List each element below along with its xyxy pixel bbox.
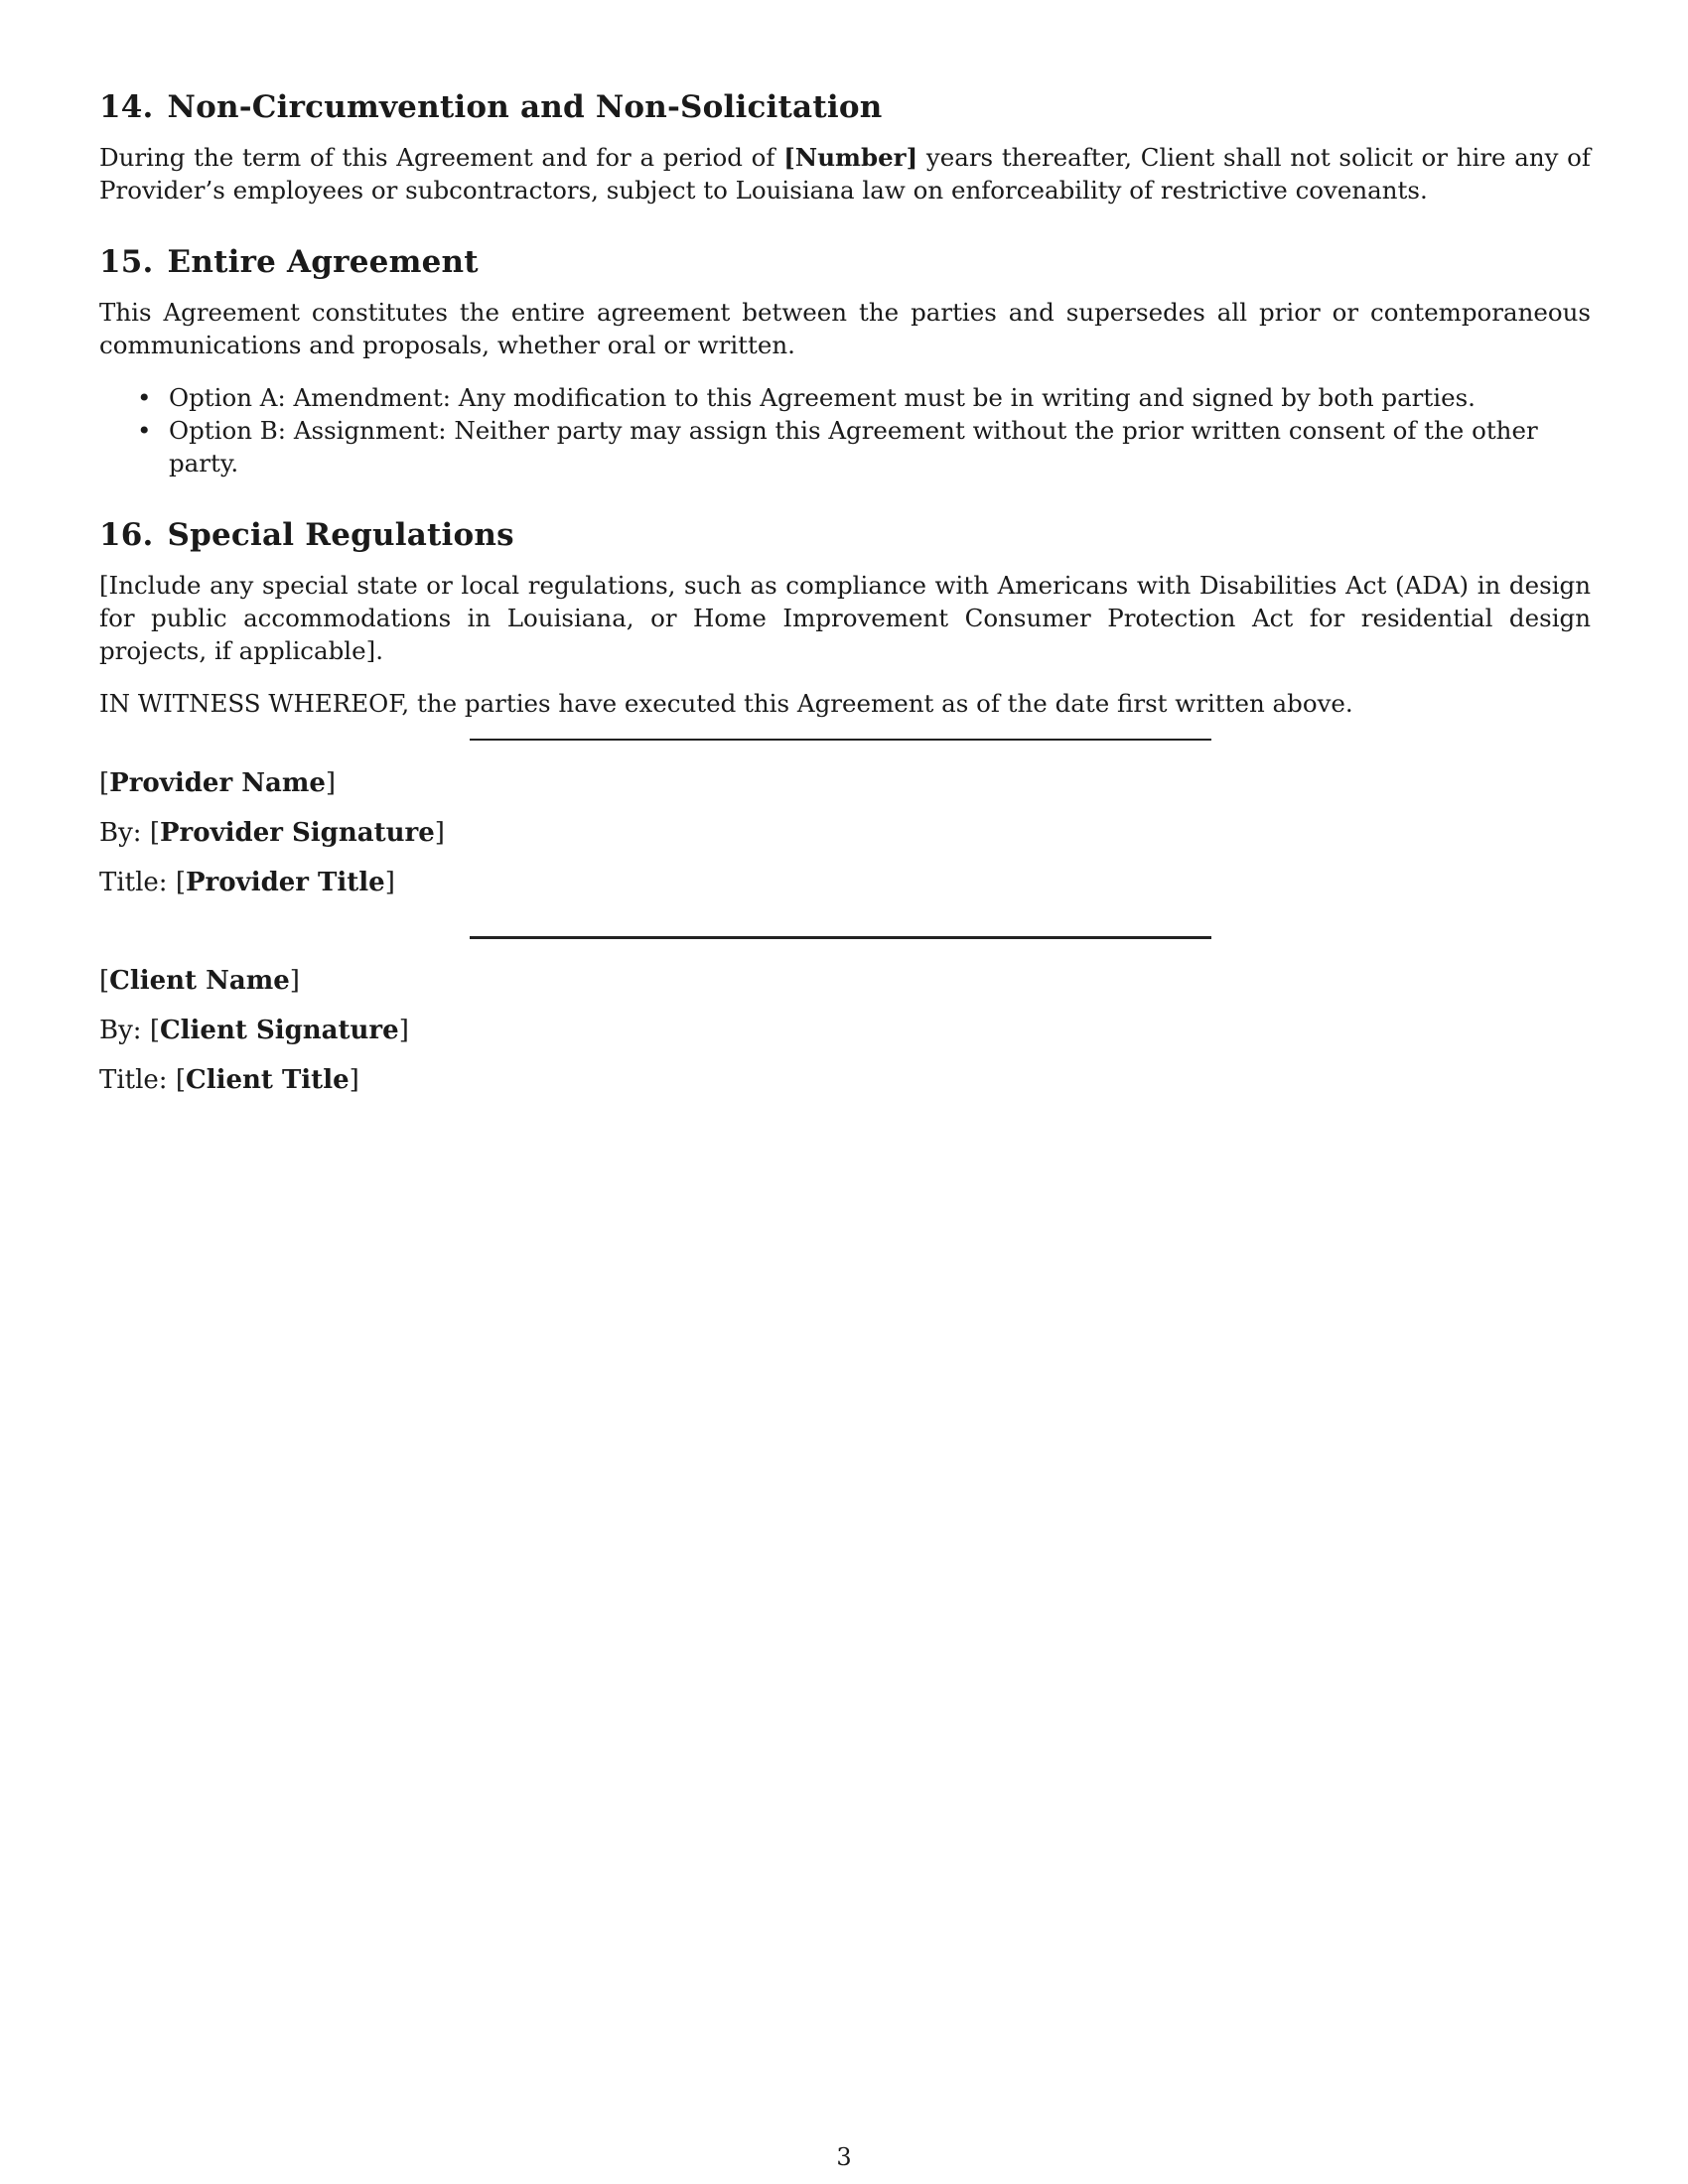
provider-signature-line (470, 739, 1211, 741)
page-number: 3 (836, 2143, 852, 2171)
option-text: Option A: Amendment: Any modification to this Agreement must be in writing and signed by both parties. (169, 383, 1476, 412)
section-body (99, 141, 1591, 206)
title-label: Title: (99, 868, 168, 897)
option-text: Option B: Assignment: Neither party may assign this Agreement without the prior written consent of the other party. (169, 416, 1538, 478)
body-text-segment: During the term of this Agreement and for a period of (99, 143, 784, 172)
section-number: 15. (99, 244, 154, 280)
client-signature: Client Signature (159, 1016, 399, 1045)
section-heading (99, 515, 1591, 555)
client-signature-line (470, 936, 1211, 939)
section-14 (99, 87, 1591, 206)
list-item (99, 381, 1591, 414)
client-name: Client Name (109, 966, 290, 996)
title-label: Title: (99, 1065, 168, 1095)
body-text-segment: years thereafter, Client shall not solicit or hire any of Provider’s employees or subcontractors, subject to Louisiana law on enforceability of restrictive covenants. (99, 143, 1592, 205)
client-title: Client Title (186, 1065, 350, 1095)
section-title: Special Regulations (167, 517, 514, 553)
provider-signature: Provider Signature (159, 818, 435, 848)
provider-title-row: Title: [Provider Title] (99, 868, 395, 897)
list-item (99, 414, 1591, 479)
section-heading (99, 87, 1591, 127)
provider-name: Provider Name (109, 768, 326, 798)
provider-signature-block (99, 766, 993, 915)
provider-by-row: By: [Provider Signature] (99, 818, 445, 848)
document-page (99, 87, 1592, 1095)
number-placeholder: [Number] (783, 143, 918, 172)
section-heading (99, 242, 1591, 282)
client-name-row: [Client Name] (99, 966, 300, 996)
section-body: This Agreement constitutes the entire agreement between the parties and supersedes all prior or contemporaneous communications and proposals, whether oral or written. (99, 298, 1591, 359)
section-title: Non-Circumvention and Non-Solicitation (167, 89, 883, 125)
by-label: By: (99, 818, 142, 848)
section-title: Entire Agreement (167, 244, 479, 280)
bullet-icon: • (137, 416, 152, 445)
options-list (99, 381, 1591, 479)
section-number: 16. (99, 517, 154, 553)
section-15 (99, 242, 1591, 479)
section-16 (99, 515, 1591, 720)
client-title-row: Title: [Client Title] (99, 1065, 359, 1095)
section-body: [Include any special state or local regulations, such as compliance with Americans with Disabilities Act (ADA) in design for public accommodations in Louisiana, or Home Improvement Consumer Protection Act for residential design projects, if applicable]. (99, 571, 1591, 665)
by-label: By: (99, 1016, 142, 1045)
client-by-row: By: [Client Signature] (99, 1016, 409, 1045)
bullet-icon: • (137, 383, 152, 412)
provider-name-row: [Provider Name] (99, 768, 337, 798)
client-signature-block (99, 964, 993, 1113)
witness-clause: IN WITNESS WHEREOF, the parties have executed this Agreement as of the date first written above. (99, 689, 1353, 718)
provider-title: Provider Title (186, 868, 385, 897)
section-number: 14. (99, 89, 154, 125)
